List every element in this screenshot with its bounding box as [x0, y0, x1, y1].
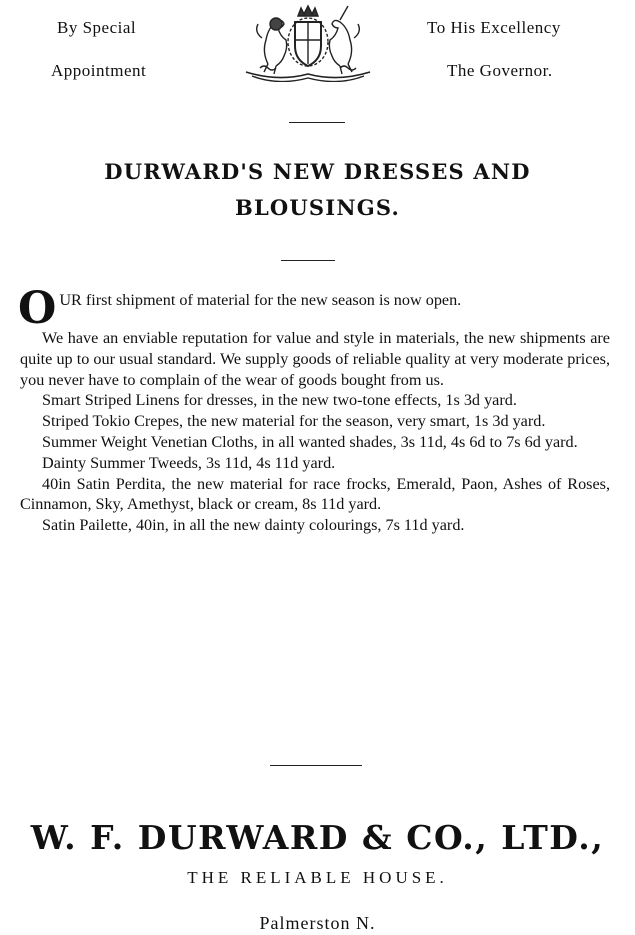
- tagline: THE RELIABLE HOUSE.: [187, 868, 448, 887]
- by-special-text: By Special: [57, 18, 137, 37]
- intro-text: UR first shipment of material for the new season is now open.: [59, 291, 462, 309]
- item-summer-tweeds: Dainty Summer Tweeds, 3s 11d, 4s 11d yard.: [42, 453, 336, 472]
- item-satin-perdita: 40in Satin Perdita, the new material for race frocks, Emerald, Paon, Ashes of Roses, Cinnamon, Sky, Amethyst, black or cream, 8s 11d yard.: [20, 474, 610, 514]
- advertisement-body: [18, 283, 610, 536]
- divider-rule-bottom: [270, 765, 362, 766]
- item-tokio-crepes: Striped Tokio Crepes, the new material for the season, very smart, 1s 3d yard.: [42, 412, 546, 431]
- the-governor-text: The Governor.: [447, 61, 553, 80]
- divider-rule-top: [289, 122, 345, 123]
- intro-paragraph: [18, 283, 610, 334]
- item-striped-linens: Smart Striped Linens for dresses, in the new two-tone effects, 1s 3d yard.: [42, 391, 517, 410]
- reputation-paragraph: We have an enviable reputation for value and style in materials, the new shipments are quite up to our usual standard. We supply goods of reliable quality at very moderate prices, you never have to complain of the wear of goods bought from us.: [20, 329, 610, 389]
- headline-line-2: BLOUSINGS.: [235, 195, 400, 220]
- firm-name: W. F. DURWARD & CO., LTD.,: [30, 818, 605, 857]
- royal-coat-of-arms-icon: [238, 2, 378, 82]
- item-satin-pailette: Satin Pailette, 40in, in all the new dainty colourings, 7s 11d yard.: [42, 516, 465, 535]
- divider-rule-middle: [281, 260, 335, 261]
- drop-cap: O: [18, 283, 57, 334]
- place-name: Palmerston N.: [259, 913, 376, 933]
- item-venetian-cloths: Summer Weight Venetian Cloths, in all wanted shades, 3s 11d, 4s 6d to 7s 6d yard.: [42, 432, 578, 451]
- to-his-excellency-text: To His Excellency: [427, 18, 561, 37]
- headline-line-1: DURWARD'S NEW DRESSES AND: [104, 159, 531, 184]
- appointment-text: Appointment: [51, 61, 147, 80]
